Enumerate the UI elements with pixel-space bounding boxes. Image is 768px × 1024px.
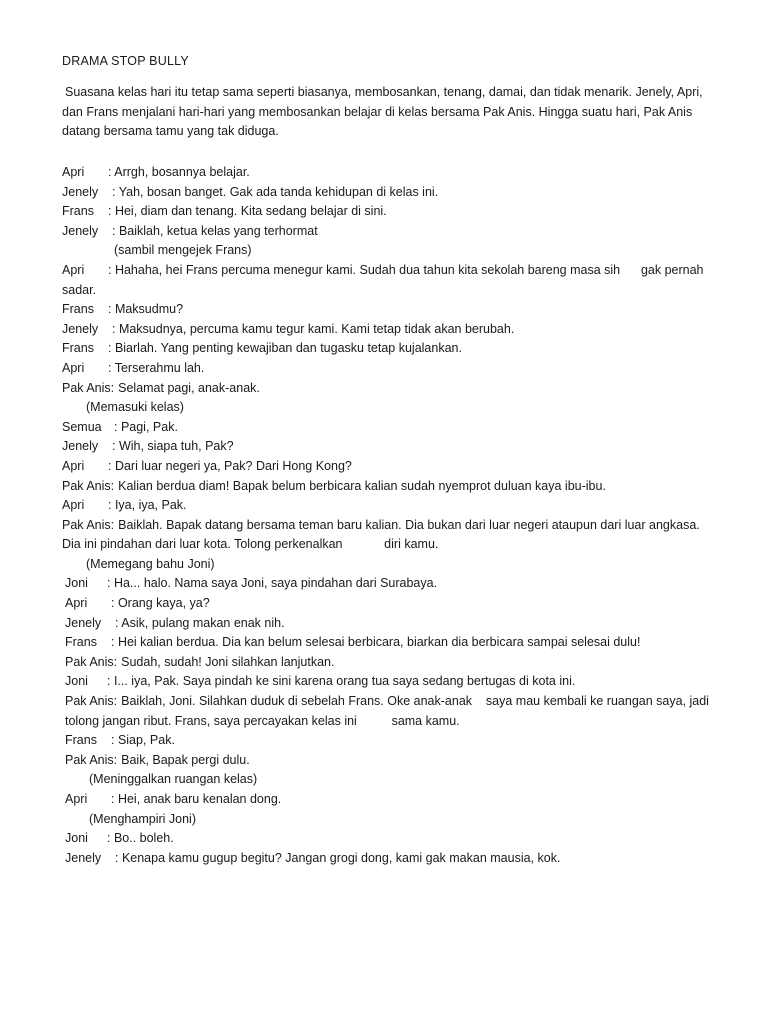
- line-text: : Orang kaya, ya?: [111, 596, 210, 611]
- dialogue-line: [62, 359, 712, 379]
- speaker-name: Apri: [62, 165, 85, 179]
- line-text: : I... iya, Pak. Saya pindah ke sini karena orang tua saya sedang bertugas di kota ini.: [107, 674, 576, 689]
- speaker-name: Pak Anis:: [62, 380, 115, 395]
- dialogue-line: [62, 496, 712, 516]
- line-text: : Hei kalian berdua. Dia kan belum selesai berbicara, biarkan dia berbicara sampai selesai dulu!: [111, 635, 641, 650]
- dialogue-line: [62, 672, 712, 692]
- line-text: : Hahaha, hei Frans percuma menegur kami. Sudah dua tahun kita sekolah bareng masa sih gak pernah sadar.: [62, 262, 707, 297]
- line-text: : Biarlah. Yang penting kewajiban dan tugasku tetap kujalankan.: [108, 341, 462, 356]
- line-text: : Hei, diam dan tenang. Kita sedang belajar di sini.: [108, 204, 387, 219]
- line-text: : Asik, pulang makan enak nih.: [115, 615, 285, 630]
- dialogue-line: [62, 183, 712, 203]
- dialogue-line: [62, 790, 712, 810]
- line-text: : Terserahmu lah.: [108, 360, 205, 375]
- dialogue-line: [62, 731, 712, 751]
- line-text: : Maksudnya, percuma kamu tegur kami. Kami tetap tidak akan berubah.: [112, 321, 515, 336]
- stage-text: (Meninggalkan ruangan kelas): [89, 772, 258, 787]
- speaker-name: Jenely: [65, 615, 102, 630]
- dialogue-line: [62, 477, 712, 497]
- line-text: Selamat pagi, anak-anak.: [118, 380, 260, 395]
- dialogue-line: [62, 202, 712, 222]
- dialogue-line: [62, 653, 712, 673]
- stage-text: (sambil mengejek Frans): [114, 243, 252, 258]
- speaker-name: Frans: [62, 204, 94, 219]
- speaker-name: Pak Anis:: [62, 478, 115, 493]
- line-text: : Bo.. boleh.: [107, 831, 174, 846]
- speaker-name: Apri: [62, 262, 85, 277]
- dialogue-line: [62, 614, 712, 634]
- dialogue-line: [62, 418, 712, 438]
- stage-direction: [62, 241, 712, 261]
- dialogue-line: [62, 633, 712, 653]
- line-text: : Kenapa kamu gugup begitu? Jangan grogi dong, kami gak makan mausia, kok.: [115, 850, 561, 865]
- speaker-name: Jenely: [62, 223, 99, 238]
- dialogue-line: [62, 437, 712, 457]
- stage-direction: [62, 810, 712, 830]
- dialogue-line: [62, 320, 712, 340]
- speaker-name: Frans: [65, 635, 97, 650]
- line-text: Baiklah, Joni. Silahkan duduk di sebelah Frans. Oke anak-anak saya mau kembali ke ruangan saya, jadi tolong jangan ribut. Frans, saya percayakan kelas ini sama kamu.: [65, 694, 713, 728]
- stage-text: (Memasuki kelas): [86, 400, 184, 415]
- line-text: : Maksudmu?: [108, 302, 184, 317]
- line-text: : Hei, anak baru kenalan dong.: [111, 792, 282, 806]
- line-text: Kalian berdua diam! Bapak belum berbicara kalian sudah nyemprot duluan kaya ibu-ibu.: [118, 478, 606, 493]
- dialogue-line: [62, 379, 712, 399]
- speaker-name: Pak Anis:: [62, 517, 115, 532]
- line-text: : Dari luar negeri ya, Pak? Dari Hong Kong?: [108, 458, 352, 473]
- stage-direction: [62, 398, 712, 418]
- line-text: : Siap, Pak.: [111, 733, 175, 748]
- speaker-name: Pak Anis:: [65, 752, 118, 767]
- speaker-name: Pak Anis:: [65, 694, 118, 709]
- dialogue-line: [62, 457, 712, 477]
- line-text: Sudah, sudah! Joni silahkan lanjutkan.: [121, 654, 335, 669]
- stage-text: (Menghampiri Joni): [89, 811, 196, 826]
- dialogue-block: [62, 163, 712, 868]
- document-title: DRAMA STOP BULLY: [62, 54, 189, 68]
- dialogue-line: [62, 222, 712, 242]
- speaker-name: Joni: [65, 674, 88, 689]
- line-text: Baiklah. Bapak datang bersama teman baru kalian. Dia bukan dari luar negeri ataupun dari luar angkasa. Dia ini pindahan dari luar kota. Tolong perkenalkan diri kamu.: [62, 517, 704, 552]
- speaker-name: Jenely: [65, 850, 102, 865]
- speaker-name: Joni: [65, 576, 88, 591]
- line-text: : Arrgh, bosannya belajar.: [108, 165, 250, 179]
- line-text: : Iya, iya, Pak.: [108, 498, 187, 513]
- speaker-name: Pak Anis:: [65, 654, 118, 669]
- speaker-name: Jenely: [62, 184, 99, 199]
- stage-direction: [62, 555, 712, 575]
- intro-paragraph: Suasana kelas hari itu tetap sama seperti biasanya, membosankan, tenang, damai, dan tidak menarik. Jenely, Apri, dan Frans menjalani hari-hari yang membosankan belajar di kelas bersama Pak Anis. Hingga suatu hari, Pak Anis datang bersama tamu yang tak diduga.: [62, 85, 703, 139]
- speaker-name: Frans: [65, 733, 97, 748]
- speaker-name: Apri: [65, 596, 88, 611]
- speaker-name: Jenely: [62, 439, 99, 454]
- dialogue-line: [62, 574, 712, 594]
- speaker-name: Apri: [62, 458, 85, 473]
- speaker-name: Apri: [62, 360, 85, 375]
- line-text: Baik, Bapak pergi dulu.: [121, 752, 250, 767]
- dialogue-line: [62, 516, 712, 555]
- speaker-name: Apri: [62, 498, 85, 513]
- speaker-name: Semua: [62, 419, 102, 434]
- speaker-name: Frans: [62, 341, 94, 356]
- speaker-name: Apri: [65, 792, 88, 806]
- dialogue-line: [62, 163, 712, 183]
- stage-text: (Memegang bahu Joni): [86, 556, 215, 571]
- dialogue-line: [62, 594, 712, 614]
- dialogue-line: [62, 339, 712, 359]
- dialogue-line: [62, 692, 712, 731]
- dialogue-line: [62, 849, 712, 869]
- line-text: : Yah, bosan banget. Gak ada tanda kehidupan di kelas ini.: [112, 184, 439, 199]
- speaker-name: Jenely: [62, 321, 99, 336]
- dialogue-line: [62, 261, 712, 300]
- dialogue-line: [62, 300, 712, 320]
- line-text: : Wih, siapa tuh, Pak?: [112, 439, 234, 454]
- stage-direction: [62, 770, 712, 790]
- dialogue-line: [62, 751, 712, 771]
- line-text: : Pagi, Pak.: [114, 419, 178, 434]
- speaker-name: Frans: [62, 302, 94, 317]
- line-text: : Baiklah, ketua kelas yang terhormat: [112, 223, 318, 238]
- speaker-name: Joni: [65, 831, 88, 846]
- dialogue-line: [62, 829, 712, 849]
- line-text: : Ha... halo. Nama saya Joni, saya pindahan dari Surabaya.: [107, 576, 438, 591]
